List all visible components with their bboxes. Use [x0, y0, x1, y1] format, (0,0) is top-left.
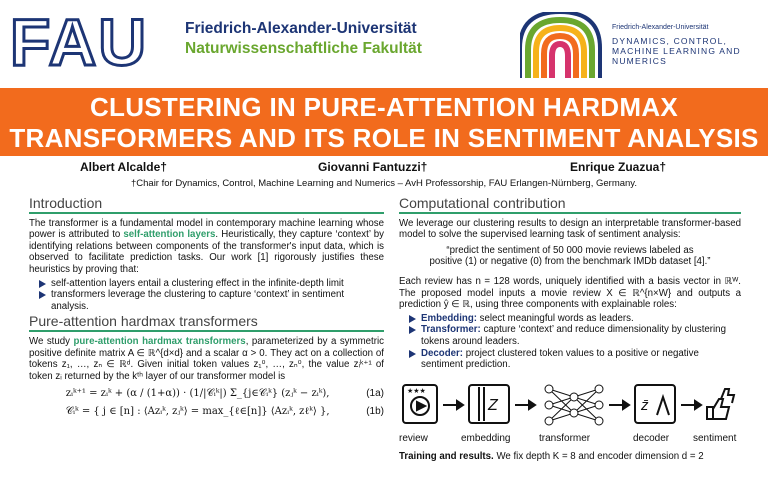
bullet-item: self-attention layers entail a clustering effect in the infinite-depth limit — [39, 278, 384, 290]
transformer-network-icon — [545, 385, 603, 425]
hardmax-paragraph: We study pure-attention hardmax transformers, parameterized by a symmetric positive definite matrix A ∈ ℝ^{d×d} and a scalar α > 0. They act on a collection of tokens z₁, …, zₙ ∈ ℝᵈ. Given initial token values z₁⁰, …, zₙ⁰, the value zᵢᵏ⁺¹ of token zᵢ returned by the kᵗʰ layer of our transformer model is — [29, 335, 384, 382]
university-name: Friedrich-Alexander-Universität — [185, 20, 417, 37]
equation-1b: 𝒞ᵢᵏ = { j ∈ [n] : ⟨Azᵢᵏ, zⱼᵏ⟩ = max_{ℓ∈[n]} ⟨Azᵢᵏ, zℓᵏ⟩ }, (1b) — [65, 405, 384, 417]
title-line-1: CLUSTERING IN PURE-ATTENTION HARDMAX — [89, 92, 679, 122]
section-title-hardmax: Pure-attention hardmax transformers — [29, 316, 384, 332]
arrow-icon — [515, 401, 535, 409]
component-list — [409, 313, 741, 371]
author-1: Albert Alcalde† — [80, 160, 167, 174]
right-column — [399, 196, 741, 462]
dcm-group-name: DYNAMICS, CONTROL, MACHINE LEARNING AND NUMERICS — [612, 36, 741, 66]
arrow-icon — [443, 401, 463, 409]
task-quote: “predict the sentiment of 50 000 movie reviews labeled as positive (1) or negative (0) from the benchmark IMDb dataset [4].” — [429, 244, 711, 268]
pipeline-label-embedding: embedding — [461, 432, 511, 444]
author-2: Giovanni Fantuzzi† — [318, 160, 428, 174]
equation-1a: zᵢᵏ⁺¹ = zᵢᵏ + (α / (1+α)) · (1/|𝒞ᵢᵏ|) Σ_{j∈𝒞ᵢᵏ} (zⱼᵏ − zᵢᵏ), (1a) — [65, 388, 384, 400]
pipeline-graphic — [399, 377, 741, 433]
embedding-icon — [469, 385, 509, 423]
pipeline-label-sentiment: sentiment — [693, 432, 737, 444]
pipeline-label-transformer: transformer — [539, 432, 591, 444]
faculty-name: Naturwissenschaftliche Fakultät — [185, 40, 422, 57]
dcm-university: Friedrich-Alexander-Universität — [612, 24, 709, 31]
component-embedding: Embedding: select meaningful words as leaders. — [409, 313, 741, 325]
arrow-icon — [681, 401, 701, 409]
introduction-bullets — [39, 278, 384, 313]
component-decoder: Decoder: project clustered token values to a positive or negative sentiment prediction. — [409, 348, 741, 371]
title-line-2: TRANSFORMERS AND ITS ROLE IN SENTIMENT ANALYSIS — [9, 123, 759, 153]
introduction-paragraph: The transformer is a fundamental model in contemporary machine learning whose power is attributed to self-attention layers. Heuristically, they capture ‘context’ by identifying relations between components of the transformer's input data, which is observed to facilitate prediction tasks. Our work [1] rigorously justifies these heuristics by proving that: — [29, 217, 384, 275]
review-icon — [403, 385, 437, 423]
training-results-line: Training and results. We fix depth K = 8 and encoder dimension d = 2 — [399, 450, 704, 462]
author-3: Enrique Zuazua† — [570, 160, 667, 174]
model-pipeline-diagram — [399, 377, 741, 449]
pipeline-label-decoder: decoder — [633, 432, 670, 444]
component-transformer: Transformer: capture ‘context’ and reduce dimensionality by clustering tokens around leaders. — [409, 324, 741, 347]
pipeline-label-review: review — [399, 432, 428, 444]
title-banner — [0, 88, 768, 156]
section-title-computational: Computational contribution — [399, 198, 741, 214]
section-title-introduction: Introduction — [29, 198, 384, 214]
fau-wordmark: FAU — [10, 5, 148, 79]
svg-text:z̄: z̄ — [641, 396, 649, 414]
left-column — [29, 196, 384, 424]
svg-text:★★★: ★★★ — [407, 387, 426, 395]
fau-logo — [10, 5, 430, 79]
model-paragraph: Each review has n = 128 words, uniquely identified with a basis vector in ℝᵂ. The proposed model inputs a movie review X ∈ ℝ^{n×W} and outputs a prediction ŷ ∈ ℝ, using three components with explainable roles: — [399, 275, 741, 311]
affiliation: †Chair for Dynamics, Control, Machine Learning and Numerics – AvH Professorship, FAU Erlangen-Nürnberg, Germany. — [130, 178, 637, 189]
thumbs-icon — [707, 389, 734, 419]
dcm-arcs-icon — [520, 12, 610, 82]
bullet-item: transformers leverage the clustering to capture ‘context’ in sentiment analysis. — [39, 289, 384, 312]
computational-paragraph: We leverage our clustering results to design an interpretable transformer-based model to solve the supervised learning task of sentiment analysis: — [399, 217, 741, 241]
arrow-icon — [609, 401, 629, 409]
svg-text:Z: Z — [488, 396, 498, 414]
dcm-logo — [520, 6, 765, 84]
decoder-icon — [635, 385, 675, 423]
